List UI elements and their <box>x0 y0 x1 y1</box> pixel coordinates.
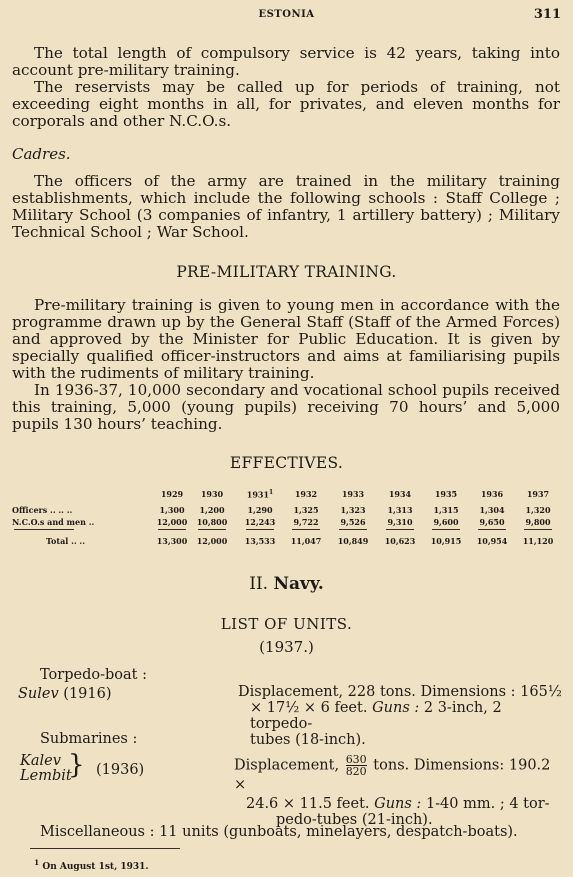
row-label: Officers .. .. .. <box>12 505 73 515</box>
table-cell: 9,600 <box>433 517 459 527</box>
year-header: 1937 <box>526 489 550 499</box>
table-cell: 1,200 <box>199 505 225 515</box>
year-header: 1932 <box>294 489 318 499</box>
table-cell: 10,849 <box>337 536 369 546</box>
sum-rule <box>292 529 320 530</box>
submarine-specs: Displacement, $\frac{630}{820}$ tons. Dimensions: 190.2 × 24.6 × 11.5 feet. Guns : 1-40 mm. ; 4 tor- pedo-tubes (21-inch). <box>234 753 551 828</box>
table-cell: 1,315 <box>433 505 459 515</box>
sum-rule <box>14 529 74 530</box>
cadres-heading: Cadres. <box>12 145 71 163</box>
sum-rule <box>432 529 460 530</box>
year-header: 1929 <box>160 489 184 499</box>
torpedo-label: Torpedo-boat : <box>40 667 147 683</box>
table-cell: 9,310 <box>387 517 413 527</box>
vessel-name: Sulev <box>18 686 59 702</box>
section-number: II. <box>249 574 269 594</box>
displacement-fraction: $\frac{630}{820}$ <box>345 753 367 778</box>
table-cell: 12,000 <box>156 517 188 527</box>
page-number: 311 <box>533 7 561 22</box>
table-cell: 1,304 <box>479 505 505 515</box>
footnote-marker: 1 <box>269 489 274 496</box>
units-year: (1937.) <box>259 638 314 656</box>
table-cell: 10,800 <box>196 517 228 527</box>
premilitary-heading: PRE-MILITARY TRAINING. <box>176 263 397 281</box>
table-cell: 13,300 <box>156 536 188 546</box>
footnote: $^1$ On August 1st, 1931. <box>34 858 149 872</box>
torpedo-specs: Displacement, 228 tons. Dimensions : 165½ × 17½ × 6 feet. Guns : 2 3-inch, 2 torpedo- tubes (18-inch). <box>238 684 562 748</box>
table-cell: 10,915 <box>430 536 462 546</box>
premilitary-paragraph-2: In 1936-37, 10,000 secondary and vocational school pupils received this training, 5,000 (young pupils) receiving 70 hours’ and 5,000 pupils 130 hours’ teaching. <box>12 381 560 433</box>
table-cell: 9,650 <box>479 517 505 527</box>
table-cell: 1,290 <box>247 505 273 515</box>
sum-rule <box>524 529 552 530</box>
table-cell: 9,800 <box>525 517 551 527</box>
table-cell: 13,533 <box>244 536 276 546</box>
year-header: 1935 <box>434 489 458 499</box>
table-cell: 12,243 <box>244 517 276 527</box>
effectives-heading: EFFECTIVES. <box>229 454 344 472</box>
table-cell: 1,300 <box>159 505 185 515</box>
section-title: Navy. <box>273 574 324 594</box>
submarine-names <box>20 754 72 784</box>
list-of-units-heading: LIST OF UNITS. <box>220 615 353 633</box>
sum-rule <box>158 529 186 530</box>
table-cell: 1,323 <box>340 505 366 515</box>
navy-section-heading <box>0 574 573 594</box>
intro-paragraph-2: The reservists may be called up for periods of training, not exceeding eight months in all, for privates, and eleven months for corporals and other N.C.O.s. <box>12 78 560 130</box>
sum-rule <box>386 529 414 530</box>
sum-rule <box>246 529 274 530</box>
row-label: N.C.O.s and men .. <box>12 517 95 527</box>
year-header: 1930 <box>200 489 224 499</box>
table-cell: 1,313 <box>387 505 413 515</box>
table-cell: 11,047 <box>290 536 322 546</box>
table-cell: 12,000 <box>196 536 228 546</box>
table-cell: 10,954 <box>476 536 508 546</box>
running-header: ESTONIA <box>258 9 315 20</box>
year-header: 1933 <box>341 489 365 499</box>
cadres-text: The officers of the army are trained in the military training establishments, which include the following schools : Staff College ; Military School (3 companies of infantry, 1 artillery battery) ; Military Technical School ; War School. <box>12 172 560 241</box>
submarines-label: Submarines : <box>40 731 138 747</box>
torpedo-vessel <box>18 686 112 702</box>
table-cell: 11,120 <box>522 536 554 546</box>
sum-rule <box>339 529 367 530</box>
year-header: 1934 <box>388 489 412 499</box>
year-header: 1931$^1$ <box>246 489 274 500</box>
sum-rule <box>198 529 226 530</box>
row-label: Total .. .. <box>46 536 85 546</box>
table-cell: 1,325 <box>293 505 319 515</box>
vessel-name: Lembit <box>20 768 72 784</box>
table-cell: 10,623 <box>384 536 416 546</box>
footnote-divider <box>30 848 180 849</box>
intro-paragraph-1: The total length of compulsory service is 42 years, taking into account pre-military training. <box>12 44 560 79</box>
brace: } <box>68 750 85 780</box>
vessel-name: Kalev <box>20 753 61 769</box>
table-cell: 1,320 <box>525 505 551 515</box>
table-cell: 9,526 <box>340 517 366 527</box>
sum-rule <box>478 529 506 530</box>
miscellaneous-line: Miscellaneous : 11 units (gunboats, minelayers, despatch-boats). <box>40 824 518 840</box>
premilitary-paragraph-1: Pre-military training is given to young men in accordance with the programme drawn up by the General Staff (Staff of the Armed Forces) and approved by the Minister for Public Education. It is given by specially qualified officer-instructors and aims at familiarising pupils with the rudiments of military training. <box>12 296 560 382</box>
year-header: 1936 <box>480 489 504 499</box>
submarines-built: (1936) <box>96 762 145 778</box>
vessel-built: (1916) <box>63 686 112 702</box>
table-cell: 9,722 <box>293 517 319 527</box>
